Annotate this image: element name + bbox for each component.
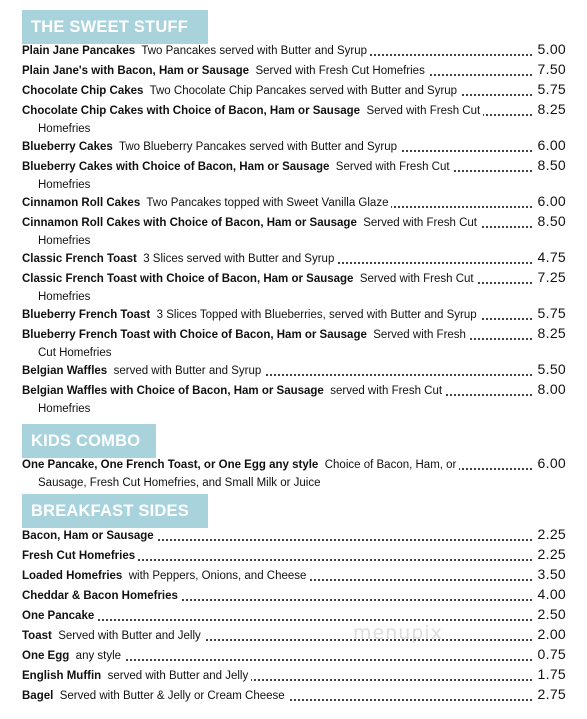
menu-item-name: Blueberry French Toast (22, 309, 151, 321)
menu-item-description: Served with Fresh (373, 329, 466, 341)
menu-item-line (22, 647, 566, 665)
menu-item-text (22, 309, 480, 321)
menu-item-line (22, 456, 566, 474)
menu-item-description: 3 Slices served with Butter and Syrup (143, 253, 335, 265)
menu-item-description-continued: Homefries (38, 403, 91, 415)
menu-item-text (22, 365, 264, 377)
menu-item-description: Served with Fresh Cut Homefries (255, 65, 425, 77)
menu-item-price: 5.75 (535, 82, 566, 98)
menu-item-name: Bagel (22, 690, 54, 702)
menu-item-description: Choice of Bacon, Ham, or (324, 459, 457, 471)
dot-leader (22, 619, 532, 621)
menu-item-name: Blueberry French Toast with Choice of Bacon, Ham or Sausage (22, 329, 367, 341)
menu-item-description-continued: Homefries (38, 123, 91, 135)
menu-item-line (22, 250, 566, 268)
menu-item-description: Served with Fresh Cut (359, 273, 474, 285)
menu-item-text (22, 530, 157, 542)
menu-item-line (22, 326, 566, 344)
menu-item-text (22, 459, 459, 471)
menu-item-price: 6.00 (535, 456, 566, 472)
menu-item-name: Chocolate Chip Cakes with Choice of Bacon, Ham or Sausage (22, 105, 361, 117)
menu-item-description-continued: Sausage, Fresh Cut Homefries, and Small Milk or Juice (38, 477, 321, 489)
menu-item-name: Fresh Cut Homefries (22, 550, 136, 562)
menu-item-text (22, 650, 124, 662)
menu-item (22, 456, 566, 492)
menu-item-description: Two Pancakes served with Butter and Syrup (141, 45, 367, 57)
menu-item-text (22, 65, 428, 77)
menu-item-price: 8.50 (535, 158, 566, 174)
menu-item-price: 5.00 (535, 42, 566, 58)
menu-item-text (22, 670, 251, 682)
menu-item (22, 667, 566, 685)
menu-item-line (22, 687, 566, 705)
menu-item-price: 6.00 (535, 194, 566, 210)
menu-item-text (22, 253, 337, 265)
menu-item-price: 4.00 (535, 587, 566, 603)
menu-item-text (22, 329, 469, 341)
menu-item-line (22, 667, 566, 685)
menu-item-description-continued: Homefries (38, 291, 91, 303)
menu-item-line (22, 527, 566, 545)
menu-item (22, 326, 566, 362)
menu-item-description: Served with Fresh Cut (363, 217, 477, 229)
menu-item-line (22, 362, 566, 380)
menu-item (22, 687, 566, 705)
menu-item-text (22, 217, 480, 229)
menu-item-description: Two Blueberry Pancakes served with Butter and Syrup (118, 141, 398, 153)
menu-item-text (22, 141, 400, 153)
menu-item (22, 270, 566, 306)
menu-item-description: Two Chocolate Chip Pancakes served with Butter and Syrup (149, 85, 458, 97)
menu-item-name: Classic French Toast (22, 253, 137, 265)
menu-item-line (22, 62, 566, 80)
menu-item-price: 8.25 (535, 102, 566, 118)
menu-item-description: any style (75, 650, 122, 662)
menu-item-line (22, 607, 566, 625)
menu-item-line (22, 270, 566, 288)
menu-item-name: One Pancake (22, 610, 95, 622)
menu-item-name: Loaded Homefries (22, 570, 123, 582)
menu-item-name: Belgian Waffles with Choice of Bacon, Ham or Sausage (22, 385, 324, 397)
menu-item-line (22, 306, 566, 324)
menu-item-line (22, 138, 566, 156)
menu-item-name: Bacon, Ham or Sausage (22, 530, 154, 542)
menu-item-price: 2.50 (535, 607, 566, 623)
menu-item-price: 0.75 (535, 647, 566, 663)
section-title: THE SWEET STUFF (22, 10, 208, 44)
menu-item-name: Plain Jane's with Bacon, Ham or Sausage (22, 65, 250, 77)
menu-item-line (22, 42, 566, 60)
section-title: BREAKFAST SIDES (22, 494, 208, 528)
menu-item-name: One Pancake, One French Toast, or One Egg any style (22, 459, 319, 471)
menu-item-text (22, 550, 138, 562)
menu-item-text (22, 590, 181, 602)
menu-item (22, 62, 566, 80)
menu-item-name: Cheddar & Bacon Homefries (22, 590, 178, 602)
menu-item-name: Chocolate Chip Cakes (22, 85, 144, 97)
menu-item-line (22, 382, 566, 400)
menu-item (22, 627, 566, 645)
menu-item-price: 2.75 (535, 687, 566, 703)
menu-item-description: served with Fresh Cut (330, 385, 443, 397)
menu-item (22, 382, 566, 418)
menu-item-description: served with Butter and Syrup (113, 365, 262, 377)
menu-item-name: English Muffin (22, 670, 102, 682)
menu-item (22, 250, 566, 268)
menu-item-price: 8.50 (535, 214, 566, 230)
menu-item-line (22, 547, 566, 565)
menu-item-description-continued: Homefries (38, 235, 91, 247)
menu-item (22, 567, 566, 585)
menu-item-line (22, 102, 566, 120)
menu-item (22, 82, 566, 100)
menu-item (22, 587, 566, 605)
menu-item-description: Served with Fresh Cut (366, 105, 481, 117)
menupix-watermark: menupix (353, 622, 443, 644)
menu-item-name: Toast (22, 630, 52, 642)
menu-item-description: Served with Butter and Jelly (58, 630, 201, 642)
menu-item-text (22, 610, 97, 622)
menu-item-name: Blueberry Cakes with Choice of Bacon, Ham or Sausage (22, 161, 330, 173)
menu-item-name: Plain Jane Pancakes (22, 45, 136, 57)
menu-item-description: served with Butter and Jelly (107, 670, 249, 682)
menu-item-line (22, 587, 566, 605)
menu-item-price: 8.00 (535, 382, 566, 398)
menu-item-price: 4.75 (535, 250, 566, 266)
menu-item-price: 2.25 (535, 527, 566, 543)
menu-item-name: Cinnamon Roll Cakes with Choice of Bacon, Ham or Sausage (22, 217, 357, 229)
menu-item-name: Blueberry Cakes (22, 141, 113, 153)
menu-item-description-continued: Cut Homefries (38, 347, 112, 359)
menu-item (22, 306, 566, 324)
menu-item-text (22, 85, 460, 97)
menu-item (22, 138, 566, 156)
menu-item-description: Served with Fresh Cut (335, 161, 450, 173)
menu-item-description: with Peppers, Onions, and Cheese (128, 570, 307, 582)
menu-item-price: 1.75 (535, 667, 566, 683)
menu-item-price: 5.50 (535, 362, 566, 378)
menu-item (22, 607, 566, 625)
menu-item-description: 3 Slices Topped with Blueberries, served with Butter and Syrup (156, 309, 477, 321)
menu-item-description-continued: Homefries (38, 179, 91, 191)
menu-item (22, 527, 566, 545)
menu-item (22, 362, 566, 380)
menu-item (22, 647, 566, 665)
menu-item (22, 102, 566, 138)
menu-item-name: Belgian Waffles (22, 365, 108, 377)
menu-item (22, 42, 566, 60)
menu-item-text (22, 570, 309, 582)
menu-item-line (22, 158, 566, 176)
menu-item-name: Classic French Toast with Choice of Bacon, Ham or Sausage (22, 273, 354, 285)
menu-item-price: 6.00 (535, 138, 566, 154)
menu-item-text (22, 273, 477, 285)
menu-item-description: Served with Butter & Jelly or Cream Cheese (59, 690, 285, 702)
menu-item-price: 7.25 (535, 270, 566, 286)
menu-item-text (22, 385, 445, 397)
menu-item-text (22, 45, 370, 57)
menu-item-line (22, 82, 566, 100)
menu-item-text (22, 197, 391, 209)
menu-item-line (22, 194, 566, 212)
section-title: KIDS COMBO (22, 424, 156, 458)
menu-item-name: Cinnamon Roll Cakes (22, 197, 141, 209)
menu-item-line (22, 627, 566, 645)
menu-item-price: 2.00 (535, 627, 566, 643)
menu-item (22, 158, 566, 194)
menu-item-price: 7.50 (535, 62, 566, 78)
menu-item-text (22, 161, 453, 173)
menu-item-text (22, 690, 288, 702)
menu-item (22, 547, 566, 565)
menu-item-description: Two Pancakes topped with Sweet Vanilla Glaze (146, 197, 389, 209)
menu-item-text (22, 630, 204, 642)
menu-item-price: 8.25 (535, 326, 566, 342)
menu-item-text (22, 105, 483, 117)
menu-item (22, 214, 566, 250)
menu-item-line (22, 567, 566, 585)
menu-item-price: 5.75 (535, 306, 566, 322)
menu-item-line (22, 214, 566, 232)
menu-item (22, 194, 566, 212)
menu-item-price: 2.25 (535, 547, 566, 563)
menu-item-name: One Egg (22, 650, 70, 662)
menu-item-price: 3.50 (535, 567, 566, 583)
